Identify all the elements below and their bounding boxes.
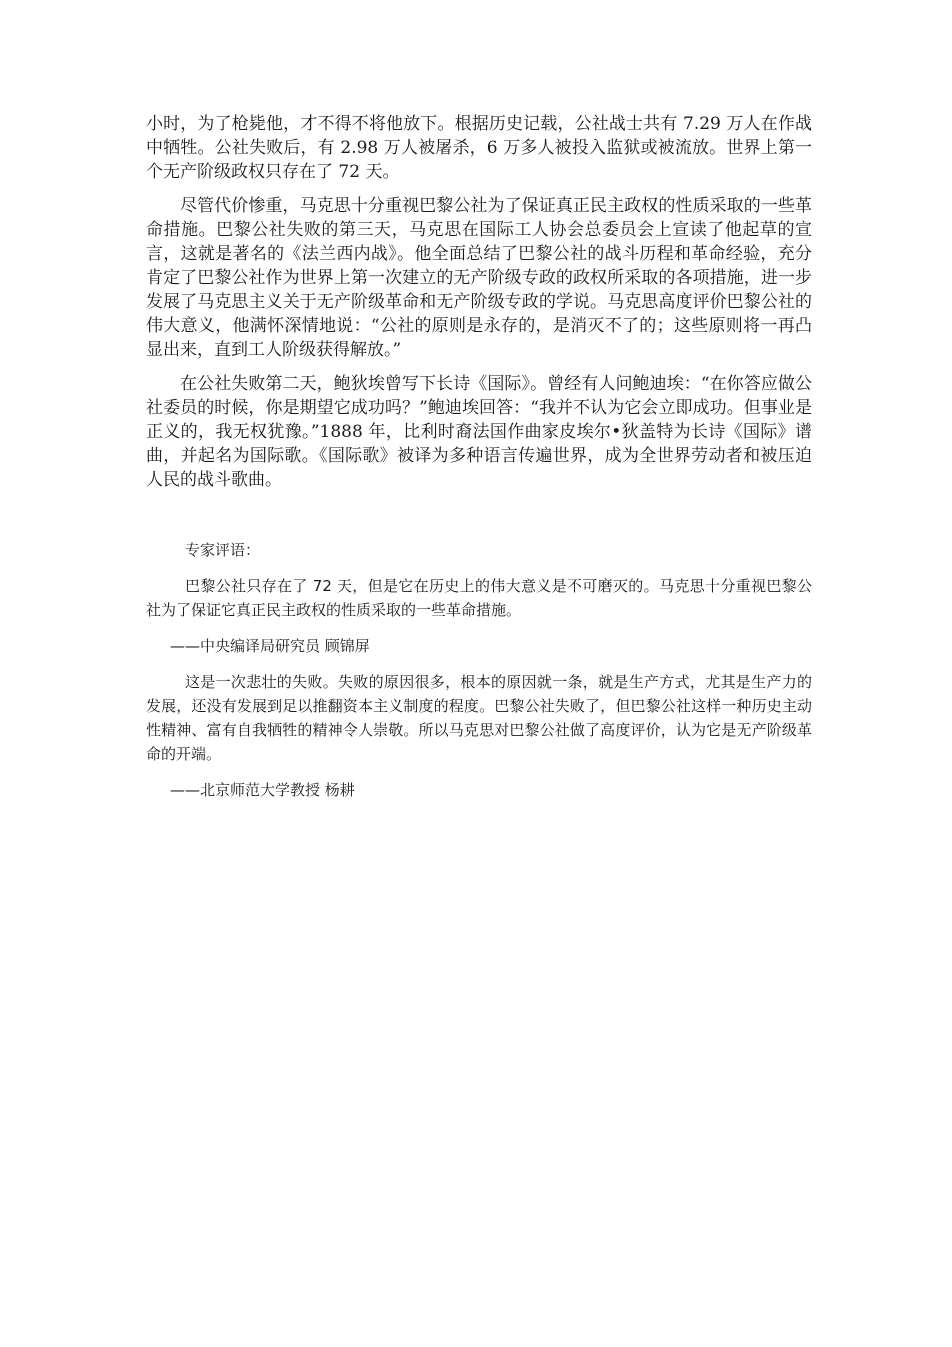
expert-attribution-2: ——北京师范大学教授 杨耕 (170, 781, 355, 799)
article-body (146, 112, 812, 492)
article-paragraph-3: 在公社失败第二天，鲍狄埃曾写下长诗《国际》。曾经有人问鲍迪埃：“在你答应做公社委员的时候，你是期望它成功吗？”鲍迪埃回答：“我并不认为它会立即成功。但事业是正义的，我无权犹豫。”1888 年，比利时裔法国作曲家皮埃尔•狄盖特为长诗《国际》谱曲，并起名为国际歌。《国际歌》被译为多种语言传遍世界，成为全世界劳动者和被压迫人民的战斗歌曲。 (146, 374, 812, 490)
article-paragraph-2: 尽管代价惨重，马克思十分重视巴黎公社为了保证真正民主政权的性质采取的一些革命措施。巴黎公社失败的第三天，马克思在国际工人协会总委员会上宣读了他起草的宣言，这就是著名的《法兰西内战》。他全面总结了巴黎公社的战斗历程和革命经验，充分肯定了巴黎公社作为世界上第一次建立的无产阶级专政的政权所采取的各项措施，进一步发展了马克思主义关于无产阶级革命和无产阶级专政的学说。马克思高度评价巴黎公社的伟大意义，他满怀深情地说：“公社的原则是永存的，是消灭不了的；这些原则将一再凸显出来，直到工人阶级获得解放。” (146, 196, 812, 360)
expert-attribution-1: ——中央编译局研究员 顾锦屏 (170, 637, 370, 655)
document-page (146, 112, 812, 814)
article-paragraph-1: 小时，为了枪毙他，才不得不将他放下。根据历史记载，公社战士共有 7.29 万人在作战中牺牲。公社失败后，有 2.98 万人被屠杀，6 万多人被投入监狱或被流放。世界上第一个无产阶级政权只存在了 72 天。 (146, 114, 812, 182)
expert-comment-1: 巴黎公社只存在了 72 天，但是它在历史上的伟大意义是不可磨灭的。马克思十分重视巴黎公社为了保证它真正民主政权的性质采取的一些革命措施。 (146, 577, 812, 619)
expert-heading: 专家评语： (185, 541, 261, 559)
expert-comments (146, 538, 812, 802)
expert-comment-2: 这是一次悲壮的失败。失败的原因很多，根本的原因就一条，就是生产方式，尤其是生产力的发展，还没有发展到足以推翻资本主义制度的程度。巴黎公社失败了，但巴黎公社这样一种历史主动性精神、富有自我牺牲的精神令人崇敬。所以马克思对巴黎公社做了高度评价，认为它是无产阶级革命的开端。 (146, 673, 812, 763)
